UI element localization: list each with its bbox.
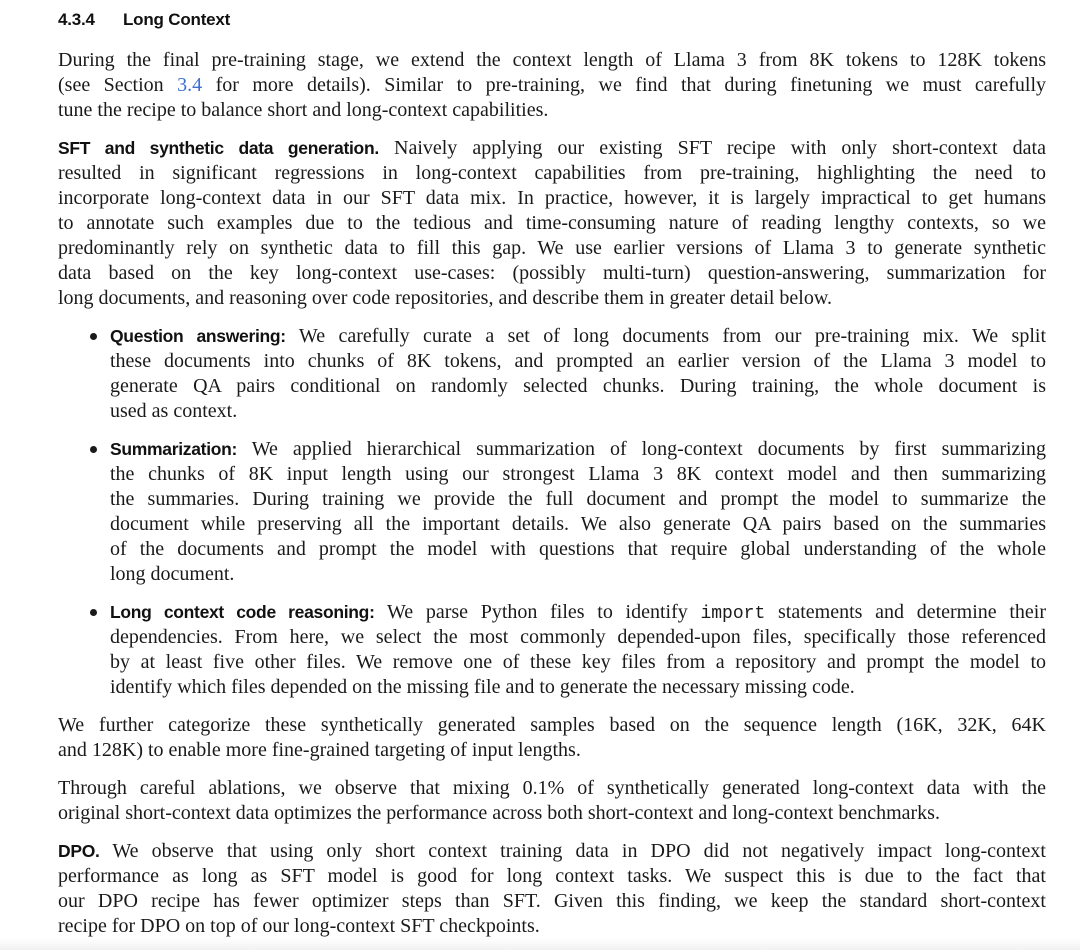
text-line [110, 324, 1046, 349]
section-number: 4.3.4 [58, 10, 95, 29]
code-keyword: import [700, 604, 766, 624]
section-title: Long Context [123, 10, 231, 29]
text-span: for more details). Similar to pre-training, we find that during finetuning we must carefully [215, 74, 1046, 96]
paragraph-lead: SFT and synthetic data generation. [58, 138, 379, 158]
text-span: (see Section [58, 74, 178, 96]
text-line: incorporate long-context data in our SFT data mix. In practice, however, it is largely impractical to get humans [58, 187, 1046, 209]
text-line [58, 839, 1046, 864]
section-ref-link[interactable]: 3.4 [177, 74, 203, 96]
text-span: statements and determine their [777, 601, 1047, 623]
text-line: During the final pre-training stage, we extend the context length of Llama 3 from 8K tokens to 128K tokens [58, 49, 1046, 71]
bullet-question-answering [110, 324, 1046, 424]
text-line: by at least five other files. We remove one of these key files from a repository and prompt the model to [110, 651, 1046, 673]
paragraph-lead: DPO. [58, 841, 100, 861]
text-line: the summaries. During training we provide the full document and prompt the model to summarize the [110, 488, 1046, 510]
bottom-fade [0, 938, 1080, 950]
text-span: We applied hierarchical summarization of long-context documents by first summarizing [251, 438, 1046, 460]
text-line: document while preserving all the important details. We also generate QA pairs based on the summaries [110, 513, 1046, 535]
bullet-lead: Long context code reasoning: [110, 602, 375, 622]
text-line: dependencies. From here, we select the most commonly depended-upon files, specifically those referenced [110, 626, 1046, 648]
dpo-paragraph [58, 839, 1046, 939]
text-line: these documents into chunks of 8K tokens, and prompted an earlier version of the Llama 3 model to [110, 350, 1046, 372]
sft-paragraph [58, 136, 1046, 311]
bullet-icon [90, 446, 97, 453]
bullet-icon [90, 333, 97, 340]
text-line: We further categorize these synthetically generated samples based on the sequence length (16K, 32K, 64K [58, 714, 1046, 736]
text-line: of the documents and prompt the model with questions that require global understanding of the whole [110, 538, 1046, 560]
text-span: Naively applying our existing SFT recipe with only short-context data [394, 137, 1046, 159]
categorize-paragraph [58, 713, 1046, 763]
bullet-lead: Summarization: [110, 439, 238, 459]
text-line: long document. [110, 563, 235, 585]
text-span: We carefully curate a set of long documents from our pre-training mix. We split [298, 325, 1047, 347]
bullet-lead: Question answering: [110, 326, 286, 346]
text-line [110, 600, 1046, 625]
text-line: Through careful ablations, we observe that mixing 0.1% of synthetically generated long-context data with the [58, 777, 1046, 799]
text-line: data based on the key long-context use-cases: (possibly multi-turn) question-answering, summarization for [58, 262, 1046, 284]
text-line [58, 136, 1046, 161]
text-line: performance as long as SFT model is good for long context tasks. We suspect this is due to the fact that [58, 865, 1046, 887]
text-line: identify which files depended on the missing file and to generate the necessary missing code. [110, 676, 855, 698]
bullet-summarization [110, 437, 1046, 587]
text-line: generate QA pairs conditional on randomly selected chunks. During training, the whole document is [110, 375, 1046, 397]
text-line: and 128K) to enable more fine-grained targeting of input lengths. [58, 739, 581, 761]
bullet-code-reasoning [110, 600, 1046, 700]
text-line: original short-context data optimizes the performance across both short-context and long-context benchmarks. [58, 802, 940, 824]
text-line: long documents, and reasoning over code repositories, and describe them in greater detail below. [58, 287, 833, 309]
ablation-paragraph [58, 776, 1046, 826]
text-line: used as context. [110, 400, 238, 422]
text-line [58, 73, 1046, 98]
text-line: resulted in significant regressions in long-context capabilities from pre-training, highlighting the need to [58, 162, 1046, 184]
text-line: our DPO recipe has fewer optimizer steps than SFT. Given this finding, we keep the standard short-context [58, 890, 1046, 912]
text-span: We observe that using only short context training data in DPO did not negatively impact long-context [112, 840, 1046, 862]
bullet-icon [90, 609, 97, 616]
text-line: tune the recipe to balance short and long-context capabilities. [58, 99, 549, 121]
text-line: to annotate such examples due to the tedious and time-consuming nature of reading lengthy contexts, so we [58, 212, 1046, 234]
text-line [110, 437, 1046, 462]
text-span: We parse Python files to identify [386, 601, 688, 623]
text-line: predominantly rely on synthetic data to fill this gap. We use earlier versions of Llama 3 to generate synthetic [58, 237, 1046, 259]
text-line: recipe for DPO on top of our long-context SFT checkpoints. [58, 915, 540, 937]
section-heading [58, 10, 230, 30]
intro-paragraph [58, 48, 1046, 123]
text-line: the chunks of 8K input length using our strongest Llama 3 8K context model and then summarizing [110, 463, 1046, 485]
